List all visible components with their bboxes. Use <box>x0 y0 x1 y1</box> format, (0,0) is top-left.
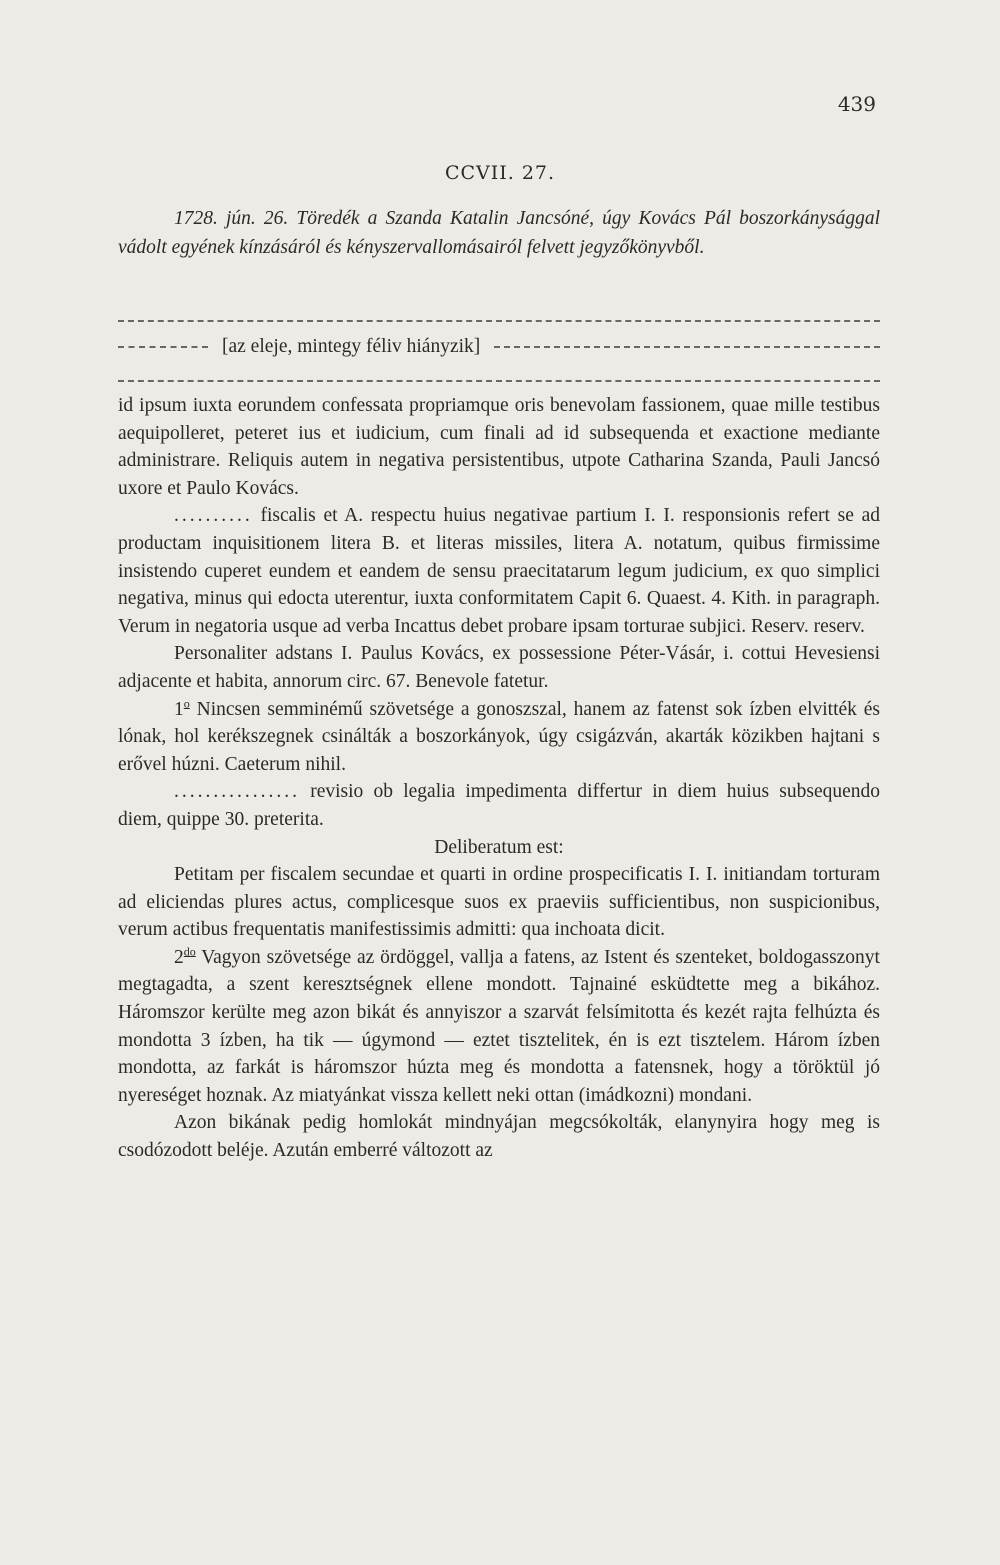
item-number: 2 <box>174 946 184 968</box>
paragraph-text: Nincsen semminémű szövetsége a gonoszszal, hanem az fatenst sok ízben elvitték és lónak, hol kerékszegnek csinálták a boszorkányok, úgy csigázván, akarták közikben hajtani s erővel húzni. Caeterum nihil. <box>118 698 880 775</box>
item-number-suffix: do <box>183 944 196 959</box>
missing-text-note-line <box>118 332 880 362</box>
paragraph-text: fiscalis et A. respectu huius negativae partium I. I. responsionis refert se ad productam inquisitionem litera B. et literas missiles, litera A. notatum, quibus firmissime insistendo cuperet eundem et eandem de sensu praecitatarum legum judicium, ex quo simplici negativa, minus qui edocta uterentur, iuxta conformitatem Capit 6. Quaest. 4. Kith. in paragraph. Verum in negatoria usque ad verba Incattus debet probare ipsam torturae subjici. Reserv. reserv. <box>118 505 881 637</box>
paragraph-text: revisio ob legalia impedimenta differtur in diem huius subsequendo diem, quippe 30. preterita. <box>118 781 881 830</box>
item-number-suffix: o <box>183 696 190 711</box>
paragraph: Azon bikának pedig homlokát mindnyájan megcsókolták, elanynyira hogy meg is csodózodott beléje. Azután emberré változott az <box>118 1112 880 1162</box>
ellipsis-dots: ................ <box>174 781 300 803</box>
paragraph: Personaliter adstans I. Paulus Kovács, ex possessione Péter-Vásár, i. cottui Hevesiensi adjacente et habita, annorum circ. 67. Benevole fatetur. <box>118 643 880 692</box>
ellipsis-dots: .......... <box>174 505 253 527</box>
paragraph <box>118 778 880 833</box>
page-number: 439 <box>837 92 876 116</box>
paragraph: Petitam per fiscalem secundae et quarti in ordine prospecificatis I. I. initiandam torturam ad eliciendas plures actus, complicesque suos ex praeviis sufficientibus, non suspicionibus, verum actibus frequentatis manifestissimis admitti: qua inchoata dicit. <box>118 864 880 941</box>
missing-text-dashes-2 <box>118 380 880 382</box>
missing-text-dashes-lead <box>118 346 208 348</box>
document-body <box>118 392 880 1165</box>
item-number: 1 <box>174 698 184 720</box>
deliberation-heading: Deliberatum est: <box>434 836 564 858</box>
paragraph-text: Vagyon szövetsége az ördöggel, vallja a fatens, az Istent és szenteket, boldogasszonyt megtagadta, a szent keresztségnek ellene mondott. Tajnainé esküdtette meg a bikához. Háromszor kerülte meg azon bikát és annyiszor a szarvát felsímitotta és kezét rajta felhúzta és mondotta 3 ízben, ha tik — úgymond — eztet tisztelitek, én is ezt tisztelem. Három ízben mondotta, az farkát is háromszor húzta meg és mondotta a fatensnek, hogy a töröktül jó nyereséget hoznak. Az miatyánkat vissza kellett neki ottan (imádkozni) mondani. <box>118 946 880 1106</box>
document-heading: 1728. jún. 26. Töredék a Szanda Katalin Jancsóné, úgy Kovács Pál boszorkánysággal vádolt egyének kínzásáról és kényszervallomásairól felvett jegyzőkönyvből. <box>118 208 880 258</box>
paragraph <box>118 696 880 779</box>
paragraph <box>118 502 880 640</box>
missing-text-dashes-1 <box>118 320 880 322</box>
document-number: CCVII. 27. <box>444 162 556 184</box>
paragraph <box>118 944 880 1110</box>
paragraph: id ipsum iuxta eorundem confessata propriamque oris benevolam fassionem, quae mille testibus aequipolleret, peteret ius et iudicium, cum finali ad id subsequenda et exactione mediante administrare. Reliquis autem in negativa persistentibus, utpote Catharina Szanda, Pauli Jancsó uxore et Paulo Kovács. <box>118 395 880 499</box>
missing-text-note: [az eleje, mintegy féliv hiányzik] <box>222 336 481 357</box>
missing-text-dashes-trail <box>494 346 880 348</box>
